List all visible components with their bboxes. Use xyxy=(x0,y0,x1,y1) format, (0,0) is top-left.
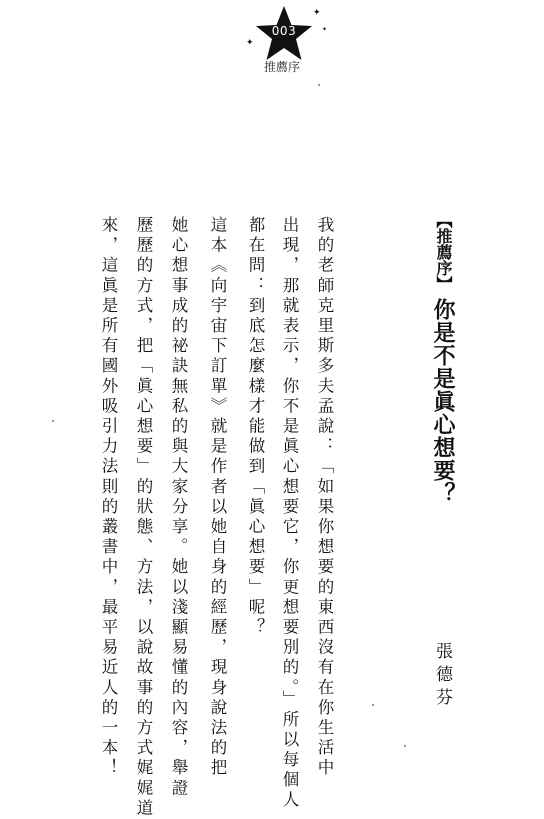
body-column: 她心想事成的祕訣無私的與大家分享。她以淺顯易懂的內容，舉證 xyxy=(169,216,188,799)
body-column: 歷歷的方式，把「眞心想要」的狀態、方法，以說故事的方式娓娓道 xyxy=(134,216,153,819)
sparkle-icon: ✦ xyxy=(322,26,328,33)
scan-speck xyxy=(372,704,374,706)
body-column: 這本《向宇宙下訂單》就是作者以她自身的經歷，現身說法的把 xyxy=(208,216,227,779)
scan-speck xyxy=(52,420,54,422)
body-column: 我的老師克里斯多夫孟說：「如果你想要的東西沒有在你生活中 xyxy=(315,216,334,779)
sparkle-icon: ✦ xyxy=(313,8,321,18)
body-column: 都在問：到底怎麼樣才能做到「眞心想要」呢？ xyxy=(246,216,265,639)
running-head: 推薦序 xyxy=(263,60,300,74)
scan-speck xyxy=(318,84,320,86)
body-column: 來，這眞是所有國外吸引力法則的叢書中，最平易近人的一本！ xyxy=(99,216,118,779)
section-tag: 【推薦序】 xyxy=(434,212,453,292)
body-column: 出現，那就表示，你不是眞心想要它，你更想要別的。」所以每個人 xyxy=(280,216,299,811)
sparkle-icon: ✦ xyxy=(246,38,254,48)
article-title-block xyxy=(428,212,459,505)
article-title: 你是不是眞心想要？ xyxy=(430,298,456,505)
page-number: 003 xyxy=(271,24,297,38)
scan-speck xyxy=(404,745,406,747)
page-number-badge xyxy=(252,4,316,66)
author-name: 張德芬 xyxy=(432,642,452,711)
